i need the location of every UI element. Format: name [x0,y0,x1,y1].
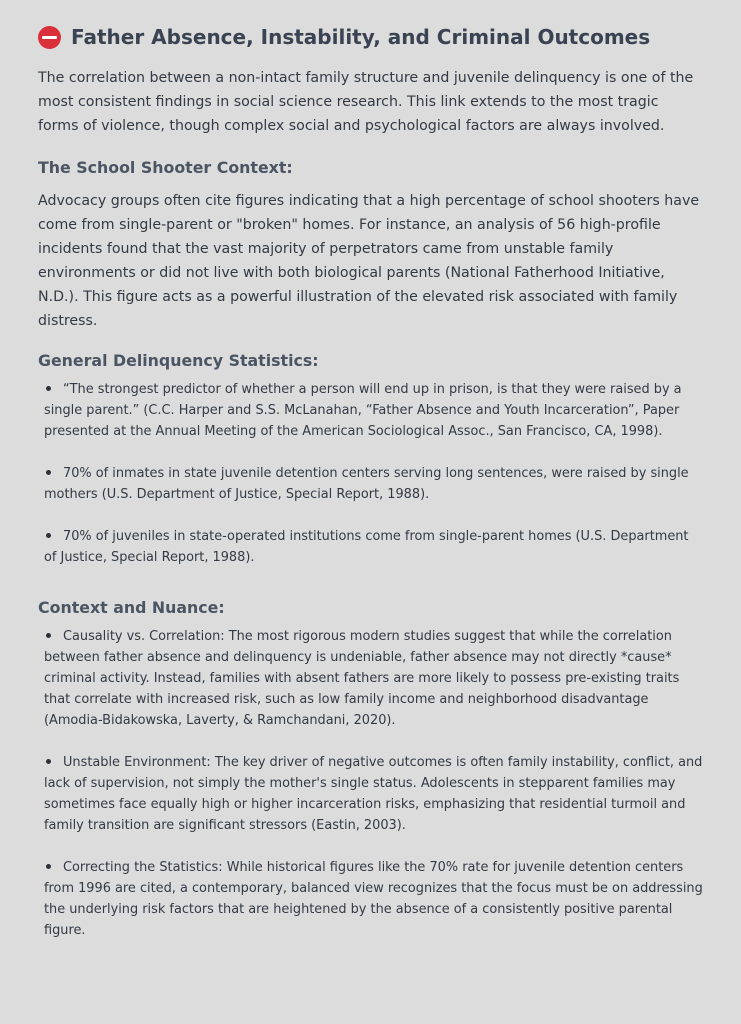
list-item [44,526,703,568]
general-statistics-list [38,379,703,568]
page-title [38,22,703,52]
bullet-icon [46,759,51,764]
list-item [44,857,703,941]
list-item [44,752,703,836]
list-item [44,626,703,731]
school-shooter-paragraph: Advocacy groups often cite figures indicating that a high percentage of school shooters have come from single-parent or "broken" homes. For instance, an analysis of 56 high-profile incidents found that the vast majority of perpetrators came from unstable family environments or did not live with both biological parents (National Fatherhood Initiative, N.D.). This figure acts as a powerful illustration of the elevated risk associated with family distress. [38,193,700,329]
section-heading-context-nuance: Context and Nuance: [38,598,225,617]
list-item-text: “The strongest predictor of whether a person will end up in prison, is that they were raised by a single parent.” (C.C. Harper and S.S. McLanahan, “Father Absence and Youth Incarceration”, Paper presented at the Annual Meeting of the American Sociological Assoc., San Francisco, CA, 1998). [44,382,682,439]
list-item-text: Correcting the Statistics: While historical figures like the 70% rate for juvenile detention centers from 1996 are cited, a contemporary, balanced view recognizes that the focus must be on addressing the underlying risk factors that are heightened by the absence of a consistently positive parental figure. [44,860,703,938]
section-heading-school-shooter: The School Shooter Context: [38,158,293,177]
bullet-icon [46,864,51,869]
list-item-text: 70% of inmates in state juvenile detention centers serving long sentences, were raised by single mothers (U.S. Department of Justice, Special Report, 1988). [44,466,689,502]
context-nuance-list [38,626,703,941]
no-entry-icon [38,26,61,49]
bullet-icon [46,633,51,638]
bullet-icon [46,470,51,475]
bullet-icon [46,386,51,391]
intro-paragraph: The correlation between a non-intact family structure and juvenile delinquency is one of the most consistent findings in social science research. This link extends to the most tragic forms of violence, though complex social and psychological factors are always involved. [38,70,694,134]
list-item [44,463,703,505]
list-item-text: Unstable Environment: The key driver of negative outcomes is often family instability, conflict, and lack of supervision, not simply the mother's single status. Adolescents in stepparent families may sometimes face equally high or higher incarceration risks, emphasizing that residential turmoil and family transition are significant stressors (Eastin, 2003). [44,755,703,833]
list-item [44,379,703,442]
list-item-text: 70% of juveniles in state-operated institutions come from single-parent homes (U.S. Department of Justice, Special Report, 1988). [44,529,689,565]
list-item-text: Causality vs. Correlation: The most rigorous modern studies suggest that while the correlation between father absence and delinquency is undeniable, father absence may not directly *cause* criminal activity. Instead, families with absent fathers are more likely to possess pre-existing traits that correlate with increased risk, such as low family income and neighborhood disadvantage (Amodia-Bidakowska, Laverty, & Ramchandani, 2020). [44,629,680,728]
page-title-text: Father Absence, Instability, and Criminal Outcomes [71,25,651,49]
section-heading-general-delinquency: General Delinquency Statistics: [38,351,319,370]
bullet-icon [46,533,51,538]
